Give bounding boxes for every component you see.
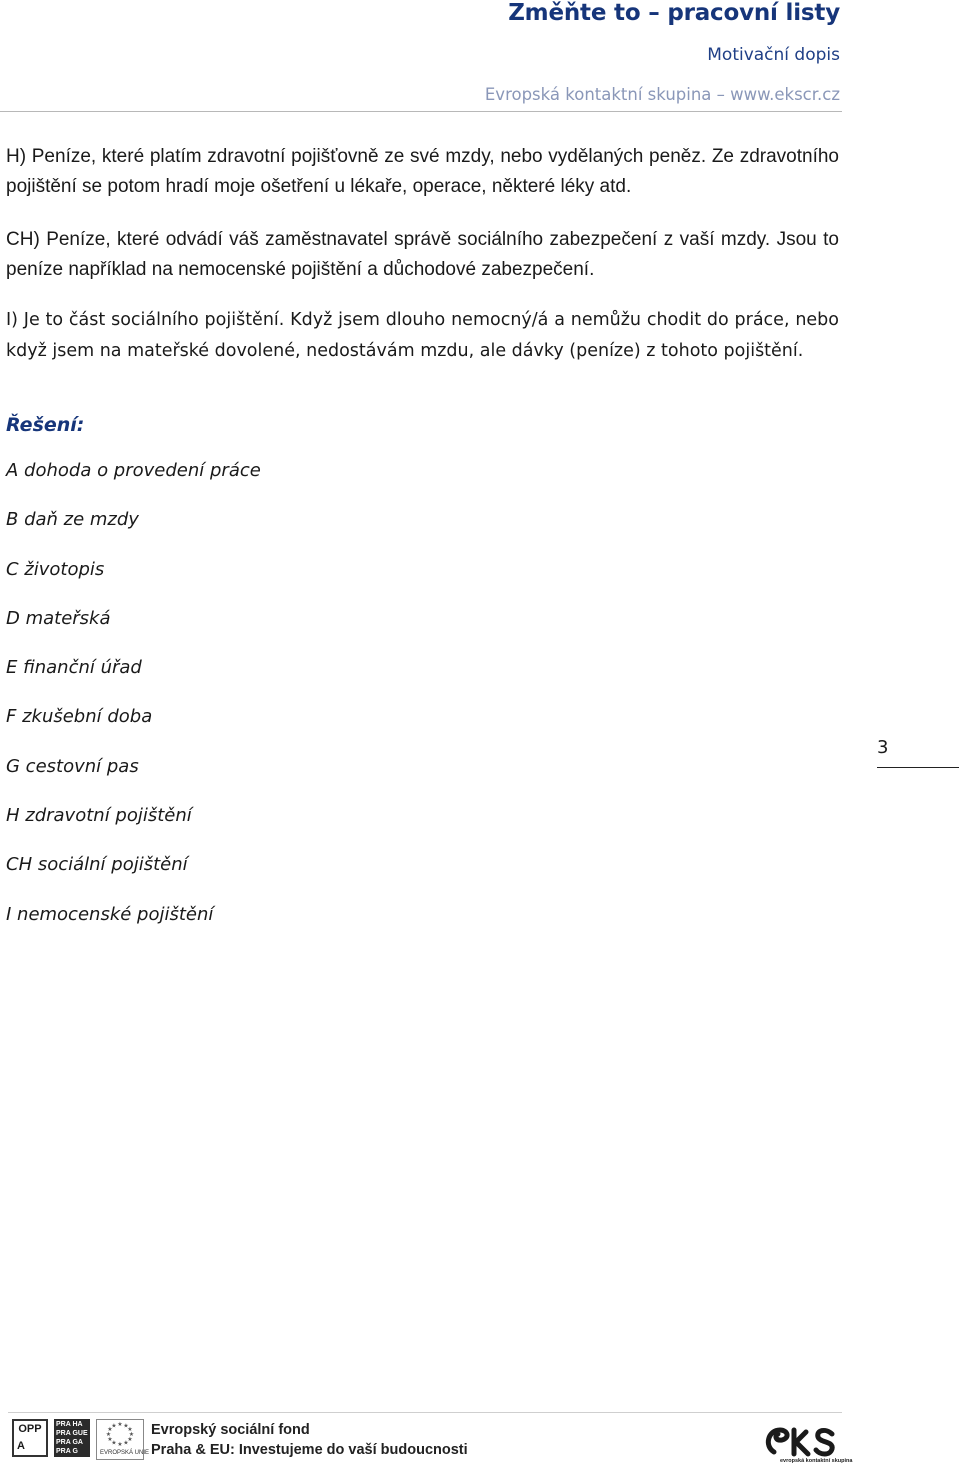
praha-logo-line: PRA GA [56,1439,83,1446]
svg-text:★: ★ [117,1441,123,1448]
svg-text:★: ★ [111,1422,117,1430]
solution-heading: Řešení: [6,414,85,436]
answer-item: CH sociální pojištění [6,854,188,876]
answer-item: B daň ze mzdy [6,509,139,531]
svg-text:★: ★ [105,1431,112,1438]
paragraph-i: I) Je to část sociálního pojištění. Když jsem dlouho nemocný/á a nemůžu chodit do práce, nebo když jsem na mateřské dovolené, nedostávám mzdu, ale dávky (peníze) z tohoto pojištění. [6,310,839,361]
organization-name: Evropská kontaktní skupina – www.ekscr.cz [484,85,840,104]
answer-item: A dohoda o provedení práce [6,460,261,481]
answer-item: G cestovní pas [6,755,139,777]
svg-text:★: ★ [111,1439,117,1447]
header-divider [0,111,842,112]
page-number-rule [877,767,959,768]
eks-logo-icon [764,1422,840,1462]
praha-logo-line: PRA G [56,1448,78,1455]
svg-text:★: ★ [127,1426,133,1433]
svg-text:★: ★ [127,1436,133,1443]
svg-text:★: ★ [117,1421,123,1428]
answer-list [6,455,261,948]
praha-logo-line: PRA GUE [56,1430,88,1437]
fund-name: Evropský sociální fond [151,1422,310,1438]
svg-text:★: ★ [123,1439,129,1447]
eu-stars-icon [97,1420,143,1450]
oppa-logo-line: OPP [18,1423,42,1435]
page-number: 3 [877,737,889,758]
svg-text:★: ★ [123,1422,129,1430]
answer-item: C životopis [6,558,105,580]
answer-item: I nemocenské pojištění [6,903,214,925]
answer-item: F zkušební doba [6,706,153,728]
eu-caption: EVROPSKÁ UNIE [100,1450,150,1456]
svg-text:★: ★ [107,1436,113,1443]
svg-text:★: ★ [107,1426,113,1433]
svg-text:★: ★ [128,1431,135,1438]
footer-divider [8,1412,842,1413]
answer-item: H zdravotní pojištění [6,805,192,827]
eks-logo-caption: evropská kontaktní skupina [780,1458,853,1464]
praha-logo [54,1419,90,1457]
oppa-logo [12,1419,48,1457]
document-title: Změňte to – pracovní listy [508,0,840,26]
answer-item: E finanční úřad [6,657,142,679]
document-subtitle: Motivační dopis [707,45,840,65]
praha-logo-line: PRA HA [56,1421,83,1428]
oppa-logo-line: A [17,1440,25,1452]
fund-slogan: Praha & EU: Investujeme do vaší budoucnosti [151,1442,468,1458]
paragraph-h: H) Peníze, které platím zdravotní pojišťovně ze své mzdy, nebo vydělaných peněz. Ze zdravotního pojištění se potom hradí moje ošetření u lékaře, operace, některé léky atd. [6,146,839,197]
answer-item: D mateřská [6,607,111,629]
paragraph-ch: CH) Peníze, které odvádí váš zaměstnavatel správě sociálního zabezpečení z vaší mzdy. Jsou to peníze například na nemocenské pojištění a důchodové zabezpečení. [6,229,839,280]
